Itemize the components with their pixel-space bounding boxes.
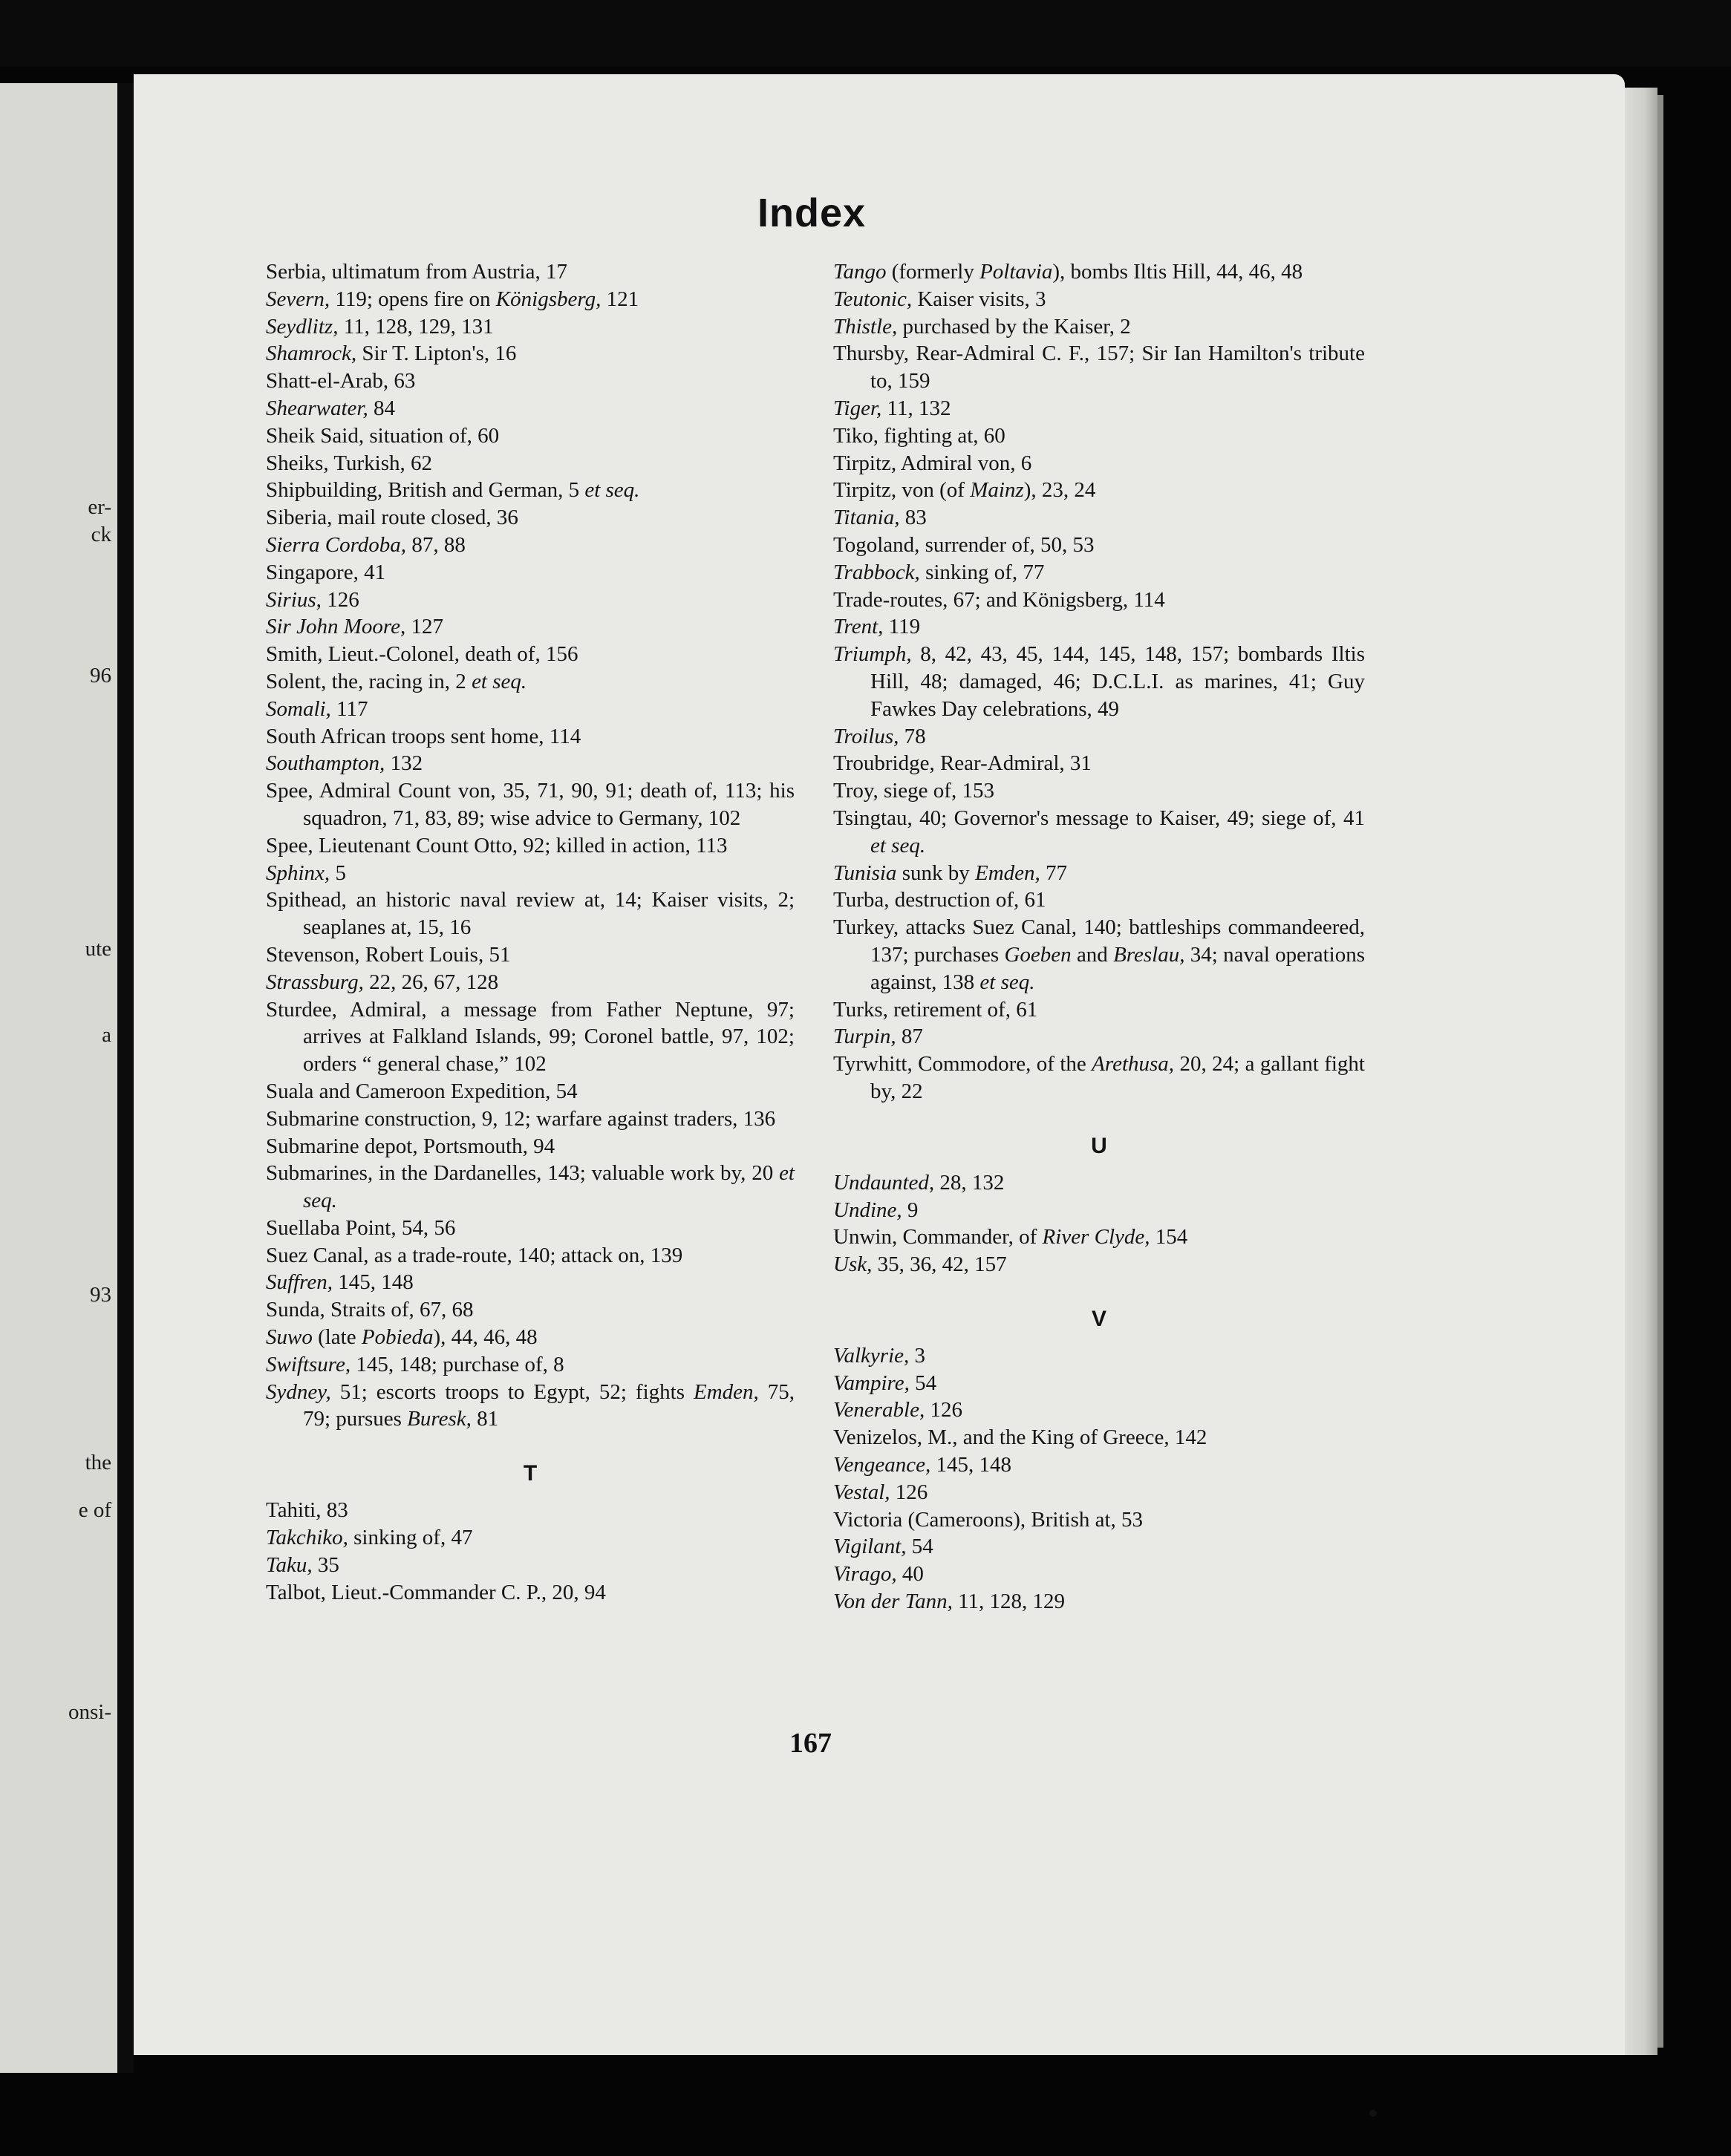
index-entry: Turpin, 87 xyxy=(833,1025,923,1049)
index-entry: Smith, Lieut.-Colonel, death of, 156 xyxy=(266,642,578,667)
index-entry: Submarine construction, 9, 12; warfare against traders, 136 xyxy=(266,1106,776,1131)
previous-page-fragment: ck xyxy=(91,523,111,546)
page-title: Index xyxy=(757,191,867,235)
index-entry: Swiftsure, 145, 148; purchase of, 8 xyxy=(266,1352,564,1376)
index-entry: Thistle, purchased by the Kaiser, 2 xyxy=(833,314,1131,339)
index-entry: Serbia, ultimatum from Austria, 17 xyxy=(266,260,567,284)
index-entry: Turba, destruction of, 61 xyxy=(833,888,1046,912)
index-entry: Vengeance, 145, 148 xyxy=(833,1453,1011,1477)
index-entry: Togoland, surrender of, 50, 53 xyxy=(833,532,1095,557)
index-entry: Submarines, in the Dardanelles, 143; valuable work by, 20 et seq. xyxy=(266,1161,795,1213)
index-entry: Suwo (late Pobieda), 44, 46, 48 xyxy=(266,1325,538,1350)
page-stack-edge-shadow xyxy=(1657,95,1663,2048)
index-entry: Tiko, fighting at, 60 xyxy=(833,423,1005,448)
previous-page-edge xyxy=(0,83,117,2073)
index-entry: Valkyrie, 3 xyxy=(833,1343,926,1368)
index-entry: Von der Tann, 11, 128, 129 xyxy=(833,1590,1066,1614)
index-entry: Singapore, 41 xyxy=(266,560,386,584)
previous-page-fragment: ute xyxy=(85,937,111,961)
index-entry: Tunisia sunk by Emden, 77 xyxy=(833,860,1068,885)
index-entry: Vigilant, 54 xyxy=(833,1535,933,1559)
index-entry: Submarine depot, Portsmouth, 94 xyxy=(266,1134,555,1158)
index-entry: Shearwater, 84 xyxy=(266,396,395,420)
index-entry: Turkey, attacks Suez Canal, 140; battleships commandeered, 137; purchases Goeben and Breslau, 34; naval operations against, 138 et seq. xyxy=(833,915,1365,994)
index-entry: Venizelos, M., and the King of Greece, 142 xyxy=(833,1425,1207,1450)
index-entry: Talbot, Lieut.-Commander C. P., 20, 94 xyxy=(266,1580,606,1604)
index-entry: Turks, retirement of, 61 xyxy=(833,997,1038,1022)
index-entry: Virago, 40 xyxy=(833,1562,924,1587)
previous-page-fragment: 96 xyxy=(90,664,111,687)
index-entry: Sirius, 126 xyxy=(266,587,359,612)
index-entry: Southampton, 132 xyxy=(266,751,423,776)
index-entry: Taku, 35 xyxy=(266,1552,339,1577)
previous-page-fragment: the xyxy=(85,1451,111,1474)
index-entry: Tsingtau, 40; Governor's message to Kaiser, 49; siege of, 41 et seq. xyxy=(833,806,1365,858)
index-entry: Seydlitz, 11, 128, 129, 131 xyxy=(266,314,494,339)
index-entry: Vestal, 126 xyxy=(833,1480,928,1504)
index-entry: Strassburg, 22, 26, 67, 128 xyxy=(266,970,499,994)
index-entry: Trent, 119 xyxy=(833,615,921,639)
index-entry: Trade-routes, 67; and Königsberg, 114 xyxy=(833,587,1165,612)
index-entry: Tango (formerly Poltavia), bombs Iltis Hill, 44, 46, 48 xyxy=(833,260,1303,284)
previous-page-fragment: 93 xyxy=(90,1283,111,1307)
previous-page-fragment: a xyxy=(102,1023,111,1047)
index-entry: Shamrock, Sir T. Lipton's, 16 xyxy=(266,342,517,366)
index-entry: Sphinx, 5 xyxy=(266,860,346,885)
index-entry: Undine, 9 xyxy=(833,1198,919,1222)
index-entry: Somali, 117 xyxy=(266,696,368,721)
scan-speck xyxy=(1369,2110,1377,2117)
index-entry: Usk, 35, 36, 42, 157 xyxy=(833,1252,1007,1277)
previous-page-fragment: onsi- xyxy=(68,1700,111,1724)
index-entry: Troy, siege of, 153 xyxy=(833,779,994,803)
index-entry: Triumph, 8, 42, 43, 45, 144, 145, 148, 157; bombards Iltis Hill, 48; damaged, 46; D.C.L.I. as marines, 41; Guy Fawkes Day celebrations, 49 xyxy=(833,642,1365,721)
index-entry: Severn, 119; opens fire on Königsberg, 121 xyxy=(266,287,639,311)
index-entry: Solent, the, racing in, 2 et seq. xyxy=(266,669,527,693)
previous-page-fragment: e of xyxy=(78,1498,111,1522)
index-entry: Spee, Admiral Count von, 35, 71, 90, 91; death of, 113; his squadron, 71, 83, 89; wise advice to Germany, 102 xyxy=(266,779,795,830)
index-section-letter: V xyxy=(1091,1306,1106,1331)
index-entry: Suellaba Point, 54, 56 xyxy=(266,1215,456,1240)
index-entry: Tiger, 11, 132 xyxy=(833,396,951,420)
index-entry: Spee, Lieutenant Count Otto, 92; killed in action, 113 xyxy=(266,833,728,858)
index-entry: Tirpitz, von (of Mainz), 23, 24 xyxy=(833,478,1096,503)
index-entry: Sunda, Straits of, 67, 68 xyxy=(266,1298,474,1322)
index-entry: Sydney, 51; escorts troops to Egypt, 52; fights Emden, 75, 79; pursues Buresk, 81 xyxy=(266,1379,795,1431)
index-entry: Thursby, Rear-Admiral C. F., 157; Sir Ian Hamilton's tribute to, 159 xyxy=(833,342,1365,393)
index-entry: Stevenson, Robert Louis, 51 xyxy=(266,942,511,967)
index-entry: Sheiks, Turkish, 62 xyxy=(266,451,433,475)
index-entry: Suala and Cameroon Expedition, 54 xyxy=(266,1079,578,1103)
index-section-letter: U xyxy=(1091,1133,1107,1158)
index-entry: Vampire, 54 xyxy=(833,1371,937,1395)
index-entry: Sturdee, Admiral, a message from Father Neptune, 97; arrives at Falkland Islands, 99; Coronel battle, 97, 102; orders “ general chase,” 102 xyxy=(266,997,795,1077)
index-entry: Trabbock, sinking of, 77 xyxy=(833,560,1045,584)
index-entry: Unwin, Commander, of River Clyde, 154 xyxy=(833,1225,1188,1250)
index-entry: Shatt-el-Arab, 63 xyxy=(266,369,416,393)
index-entry: Titania, 83 xyxy=(833,506,927,530)
index-entry: Tirpitz, Admiral von, 6 xyxy=(833,451,1032,475)
index-entry: Undaunted, 28, 132 xyxy=(833,1170,1005,1195)
index-entry: Troilus, 78 xyxy=(833,724,926,748)
index-entry: Sheik Said, situation of, 60 xyxy=(266,423,500,448)
book-spine-shadow xyxy=(117,83,134,2073)
index-entry: Siberia, mail route closed, 36 xyxy=(266,506,518,530)
index-entry: Takchiko, sinking of, 47 xyxy=(266,1526,473,1550)
previous-page-fragment: er- xyxy=(88,495,111,519)
index-entry: Suez Canal, as a trade-route, 140; attack on, 139 xyxy=(266,1243,683,1267)
index-entry: Shipbuilding, British and German, 5 et seq. xyxy=(266,478,640,503)
index-entry: Tahiti, 83 xyxy=(266,1498,348,1523)
index-entry: Tyrwhitt, Commodore, of the Arethusa, 20, 24; a gallant fight by, 22 xyxy=(833,1052,1365,1103)
index-column-right xyxy=(833,258,1365,1616)
scan-top-border xyxy=(0,0,1731,67)
page-stack-edge xyxy=(1625,88,1657,2055)
index-entry: Venerable, 126 xyxy=(833,1398,962,1422)
index-section-letter: T xyxy=(523,1461,538,1486)
page-number: 167 xyxy=(789,1728,832,1759)
index-entry: Sir John Moore, 127 xyxy=(266,615,443,639)
index-entry: Spithead, an historic naval review at, 14; Kaiser visits, 2; seaplanes at, 15, 16 xyxy=(266,888,795,940)
index-column-left xyxy=(266,258,795,1606)
index-entry: Suffren, 145, 148 xyxy=(266,1270,414,1295)
index-entry: South African troops sent home, 114 xyxy=(266,724,581,748)
index-entry: Troubridge, Rear-Admiral, 31 xyxy=(833,751,1092,776)
index-entry: Sierra Cordoba, 87, 88 xyxy=(266,532,466,557)
index-entry: Teutonic, Kaiser visits, 3 xyxy=(833,287,1046,311)
index-entry: Victoria (Cameroons), British at, 53 xyxy=(833,1507,1144,1532)
